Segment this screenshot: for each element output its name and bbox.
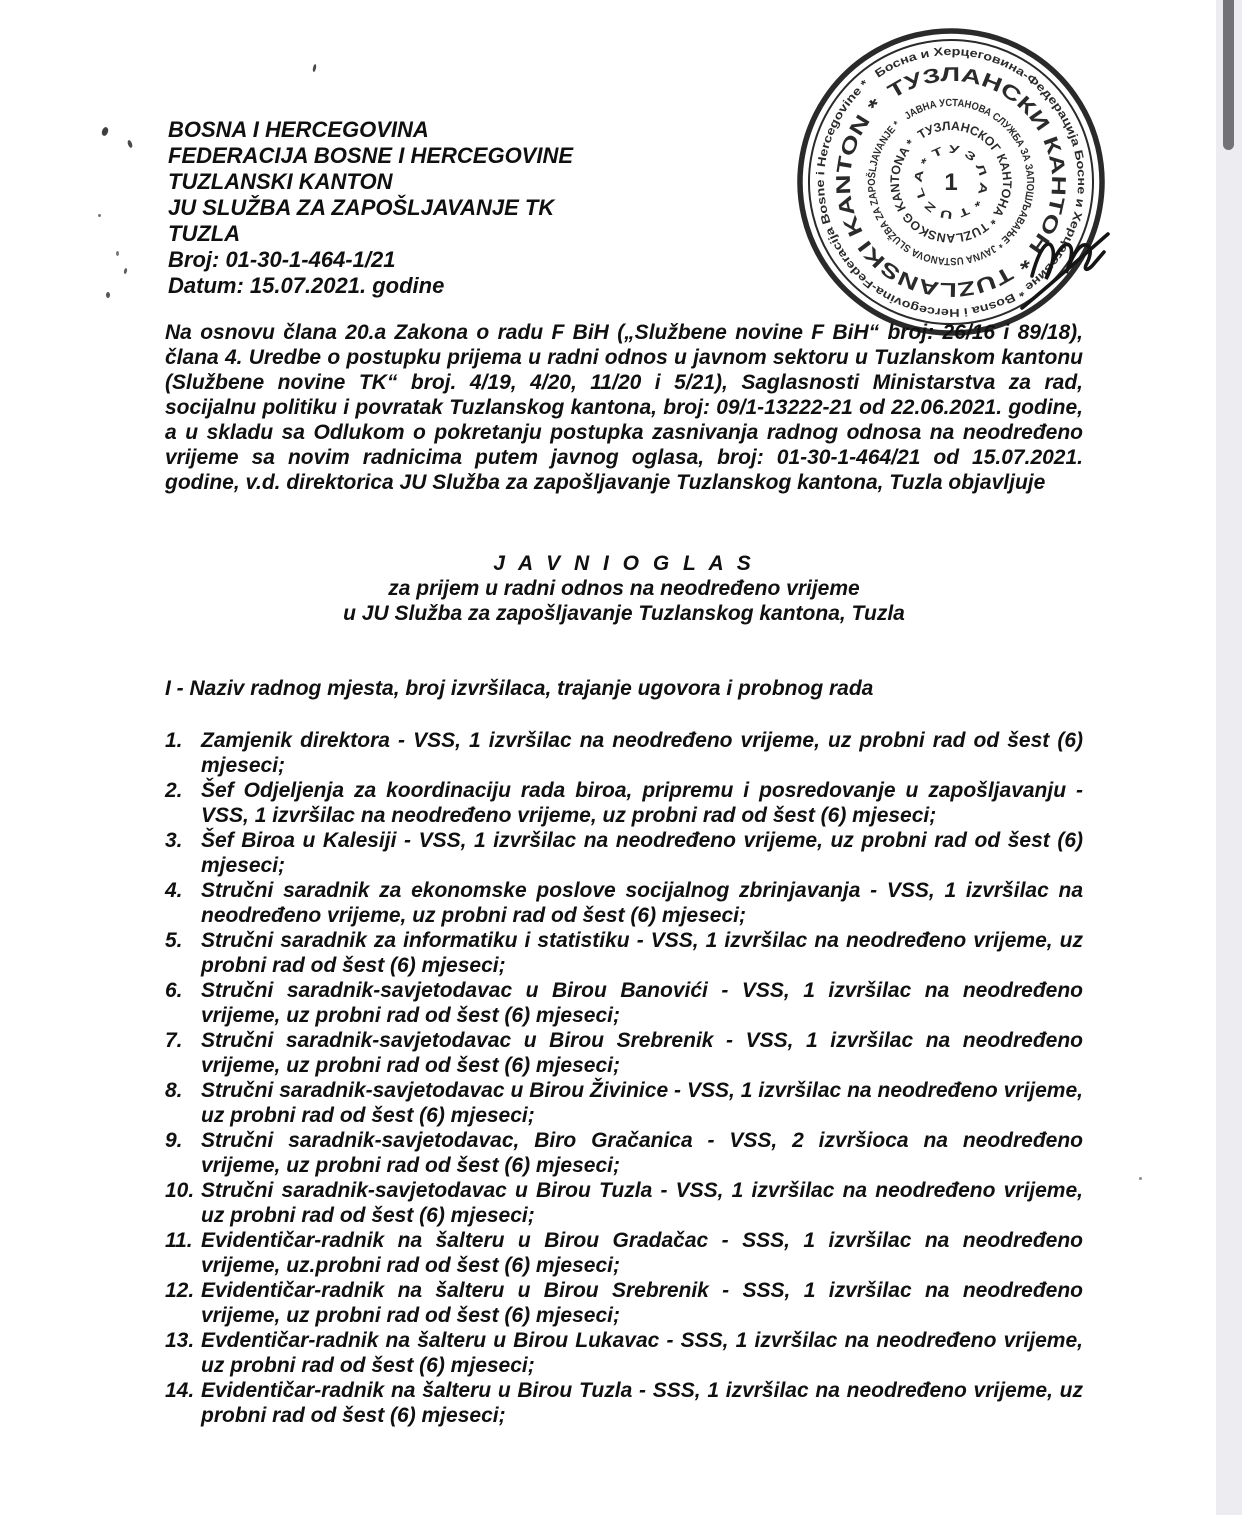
- svg-text:Т У З Л А * T U Z L A *: [898, 129, 1005, 236]
- stamp-ring-ustanova-text: ЈАВНА УСТАНОВА СЛУЖБА ЗА ЗАПОШЉАВАЊЕ * JAVNA USTANOVA SLUŽBA ZA ZAPOŠLJAVANJE *: [865, 96, 1037, 268]
- position-number: 10.: [165, 1179, 195, 1202]
- document-body: [165, 320, 1083, 1428]
- position-item: [165, 978, 1083, 1028]
- letterhead-institution: JU SLUŽBA ZA ZAPOŠLJAVANJE TK: [168, 195, 555, 220]
- stamp-ring-kantona-text: ТУЗЛАНСКОГ КАНТОНА * TUZLANSKOG KANTONA *: [887, 118, 1015, 246]
- positions-list: [165, 728, 1083, 1428]
- position-text: Evidentičar-radnik na šalteru u Birou Gradačac - SSS, 1 izvršilac na neodređeno vrijeme, uz.probni rad od šest (6) mjeseci;: [201, 1229, 1083, 1277]
- position-item: [165, 1128, 1083, 1178]
- letterhead: [168, 117, 573, 299]
- position-text: Stručni saradnik za ekonomske poslove socijalnog zbrinjavanja - VSS, 1 izvršilac na neodređeno vrijeme, uz probni rad od šest (6) mjeseci;: [201, 879, 1083, 927]
- position-number: 8.: [165, 1079, 183, 1102]
- signature: [1012, 222, 1122, 317]
- reference-number: Broj: 01-30-1-464-1/21: [168, 247, 396, 272]
- scrollbar-track[interactable]: [1216, 0, 1242, 1515]
- stamp-ring-kanton-text: ТУЗЛАНСКИ КАНТОН * TUZLANSKI KANTON *: [832, 63, 1070, 301]
- position-item: [165, 878, 1083, 928]
- position-item: [165, 928, 1083, 978]
- scan-speck: [1139, 1177, 1142, 1180]
- position-item: [165, 1028, 1083, 1078]
- stamp-ring-outer-text: Босна и Херцеговина-Федерација Босне и Херцеговине * Bosna i Hercegovina-Federacija Bosne i Hercegovine *: [814, 45, 1087, 319]
- position-item: [165, 1078, 1083, 1128]
- position-number: 1.: [165, 729, 183, 752]
- position-number: 12.: [165, 1279, 195, 1302]
- scan-speck: [312, 64, 317, 72]
- position-item: [165, 1278, 1083, 1328]
- position-text: Stručni saradnik za informatiku i statistiku - VSS, 1 izvršilac na neodređeno vrijeme, uz probni rad od šest (6) mjeseci;: [201, 929, 1083, 977]
- scan-speck: [98, 214, 101, 217]
- position-text: Zamjenik direktora - VSS, 1 izvršilac na neodređeno vrijeme, uz probni rad od šest (6) mjeseci;: [201, 729, 1083, 777]
- position-text: Šef Biroa u Kalesiji - VSS, 1 izvršilac na neodređeno vrijeme, uz probni rad od šest (6) mjeseci;: [201, 829, 1083, 877]
- position-item: [165, 1178, 1083, 1228]
- position-text: Stručni saradnik-savjetodavac u Birou Živinice - VSS, 1 izvršilac na neodređeno vrijeme, uz probni rad od šest (6) mjeseci;: [201, 1079, 1083, 1127]
- letterhead-city: TUZLA: [168, 221, 241, 246]
- position-text: Stručni saradnik-savjetodavac u Birou Srebrenik - VSS, 1 izvršilac na neodređeno vrijeme, uz probni rad od šest (6) mjeseci;: [201, 1029, 1083, 1077]
- position-text: Evidentičar-radnik na šalteru u Birou Tuzla - SSS, 1 izvršilac na neodređeno vrijeme, uz probni rad od šest (6) mjeseci;: [201, 1379, 1083, 1427]
- position-item: [165, 1328, 1083, 1378]
- position-number: 7.: [165, 1029, 183, 1052]
- official-stamp: [786, 22, 1116, 342]
- position-number: 2.: [165, 779, 183, 802]
- position-number: 5.: [165, 929, 183, 952]
- position-item: [165, 778, 1083, 828]
- svg-text:ТУЗЛАНСКИ КАНТОН * TUZLANSKI K: [786, 22, 1115, 342]
- title-subtitle-2: u JU Služba za zapošljavanje Tuzlanskog kantona, Tuzla: [343, 602, 905, 625]
- stamp-center-number: 1: [944, 169, 958, 196]
- stamp-inner-ring: [786, 22, 1116, 342]
- position-item: [165, 728, 1083, 778]
- position-number: 13.: [165, 1329, 195, 1352]
- position-text: Šef Odjeljenja za koordinaciju rada biroa, pripremu i posredovanje u zapošljavanju - VSS, 1 izvršilac na neodređeno vrijeme, uz probni rad od šest (6) mjeseci;: [201, 779, 1083, 827]
- stamp-ring-tuzla-text: Т У З Л А * T U Z L A *: [912, 143, 990, 221]
- section-heading: I - Naziv radnog mjesta, broj izvršilaca, trajanje ugovora i probnog rada: [165, 677, 874, 700]
- scan-speck: [127, 140, 133, 149]
- title-subtitle-1: za prijem u radni odnos na neodređeno vrijeme: [388, 577, 860, 600]
- position-item: [165, 1228, 1083, 1278]
- stamp-outer-ring: [786, 22, 1116, 342]
- position-text: Evdentičar-radnik na šalteru u Birou Lukavac - SSS, 1 izvršilac na neodređeno vrijeme, uz probni rad od šest (6) mjeseci;: [201, 1329, 1083, 1377]
- letterhead-canton: TUZLANSKI KANTON: [168, 169, 393, 194]
- letterhead-country: BOSNA I HERCEGOVINA: [168, 117, 429, 142]
- scan-speck: [123, 268, 127, 275]
- document-date: Datum: 15.07.2021. godine: [168, 273, 445, 298]
- svg-text:ТУЗЛАНСКОГ КАНТОНА * TUZLANSKO: [863, 94, 1039, 270]
- svg-text:ЈАВНА УСТАНОВА СЛУЖБА ЗА ЗАПОШ: [832, 64, 1069, 301]
- scan-speck: [116, 251, 119, 256]
- position-number: 9.: [165, 1129, 183, 1152]
- title-block: [165, 551, 1083, 626]
- letterhead-federation: FEDERACIJA BOSNE I HERCEGOVINE: [168, 143, 574, 168]
- intro-paragraph: Na osnovu člana 20.a Zakona o radu F BiH („Službene novine F BiH“ broj: 26/16 i 89/18), člana 4. Uredbe o postupku prijema u radni odnos u javnom sektoru u Tuzlanskom kantonu (Službene novine TK“ broj. 4/19, 4/20, 11/20 i 5/21), Saglasnosti Ministarstva za rad, socijalnu politiku i povratak Tuzlanskog kantona, broj: 09/1-13222-21 od 22.06.2021. godine, a u skladu sa Odlukom o pokretanju postupka zasnivanja radnog odnosa na neodređeno vrijeme sa novim radnicima putem javnog oglasa, broj: 01-30-1-464/21 od 15.07.2021. godine, v.d. direktorica JU Služba za zapošljavanje Tuzlanskog kantona, Tuzla objavljuje: [165, 321, 1083, 494]
- svg-text:Босна и Херцеговина-Федерација: [786, 22, 1116, 342]
- scan-speck: [101, 126, 109, 136]
- position-text: Stručni saradnik-savjetodavac u Birou Tuzla - VSS, 1 izvršilac na neodređeno vrijeme, uz probni rad od šest (6) mjeseci;: [201, 1179, 1083, 1227]
- scan-speck: [106, 292, 110, 298]
- position-item: [165, 828, 1083, 878]
- position-number: 11.: [165, 1229, 193, 1252]
- position-text: Stručni saradnik-savjetodavac, Biro Gračanica - VSS, 2 izvršioca na neodređeno vrijeme, uz probni rad od šest (6) mjeseci;: [201, 1129, 1083, 1177]
- position-item: [165, 1378, 1083, 1428]
- position-text: Stručni saradnik-savjetodavac u Birou Banovići - VSS, 1 izvršilac na neodređeno vrijeme, uz probni rad od šest (6) mjeseci;: [201, 979, 1083, 1027]
- position-number: 4.: [165, 879, 183, 902]
- position-number: 6.: [165, 979, 183, 1002]
- position-text: Evidentičar-radnik na šalteru u Birou Srebrenik - SSS, 1 izvršilac na neodređeno vrijeme, uz probni rad od šest (6) mjeseci;: [201, 1279, 1083, 1327]
- scrollbar-thumb[interactable]: [1223, 0, 1234, 150]
- position-number: 3.: [165, 829, 183, 852]
- title-javni-oglas: J A V N I O G L A S: [493, 552, 755, 575]
- position-number: 14.: [165, 1379, 195, 1402]
